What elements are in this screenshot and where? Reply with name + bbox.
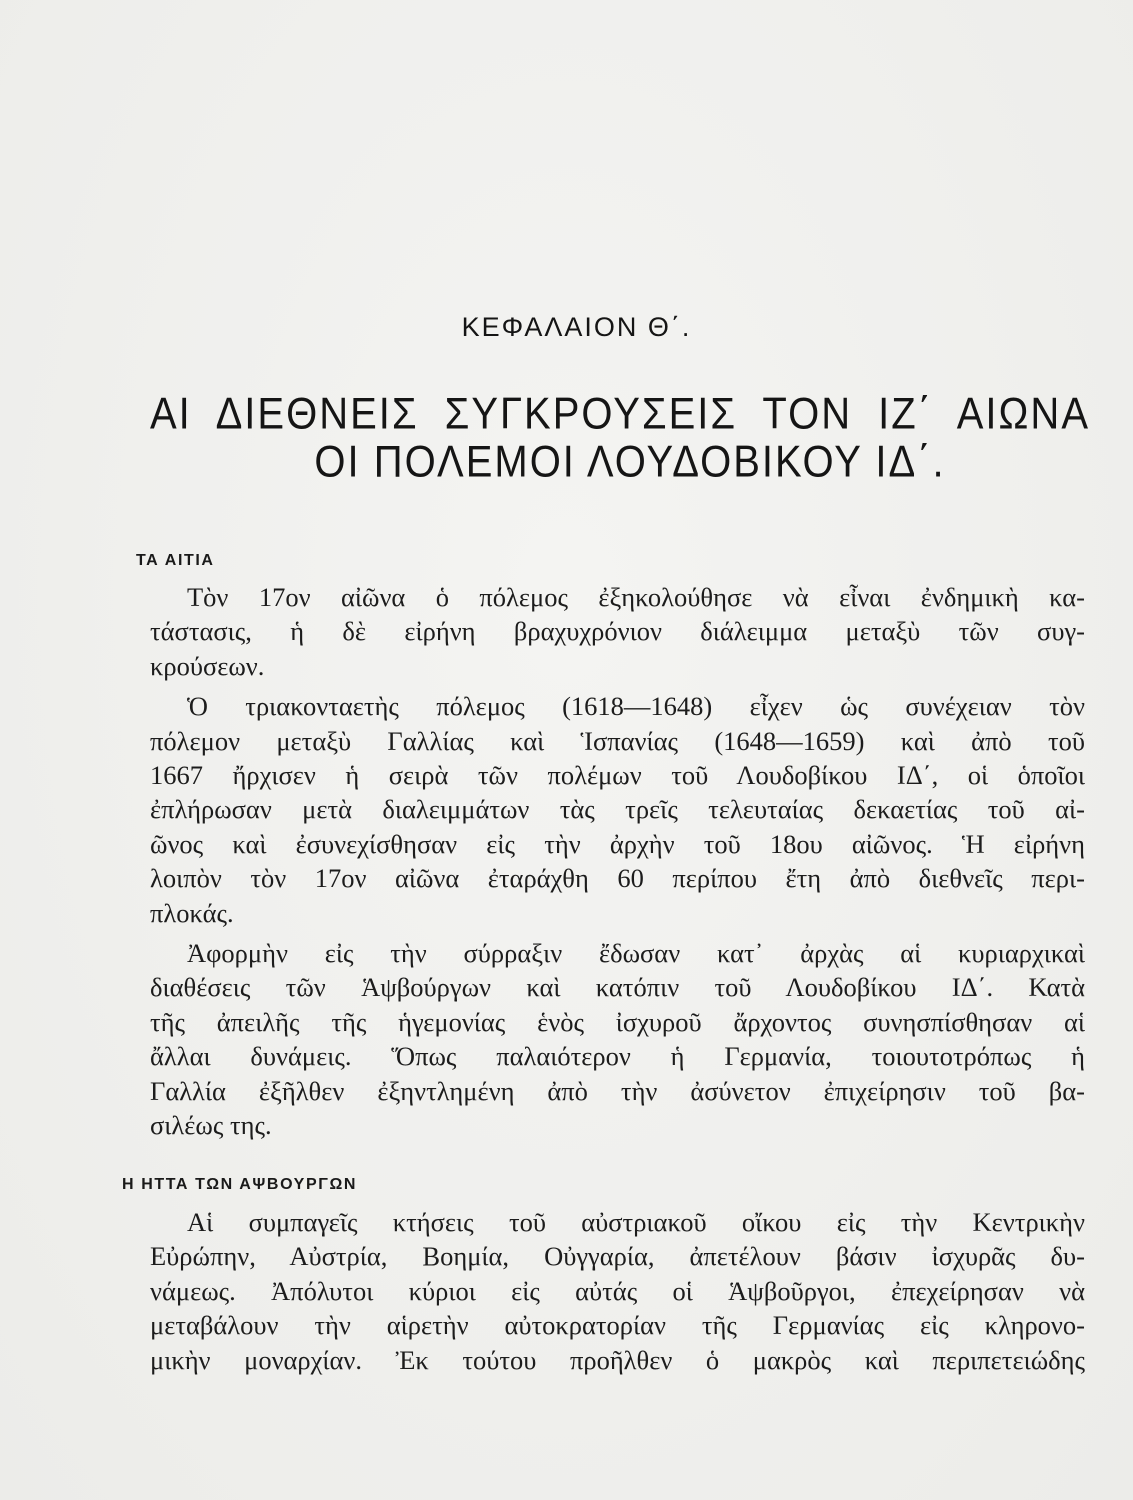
chapter-title-line-1: ΑΙ ΔΙΕΘΝΕΙΣ ΣΥΓΚΡΟΥΣΕΙΣ ΤΟΝ ΙΖ΄ ΑΙΩΝΑ [150,389,1090,439]
text-line: Τὸν 17ον αἰῶνα ὁ πόλεμος ἐξηκολούθησε νὰ εἶναι ἐνδημικὴ κα- [187,582,1085,612]
paragraph [150,689,1085,930]
text-line: σιλέως της. [150,1110,272,1141]
paragraph [150,1205,1085,1377]
chapter-title-line-2: ΟΙ ΠΟΛΕΜΟΙ ΛΟΥΔΟΒΙΚΟΥ ΙΔ΄. [314,437,946,487]
text-line: Ὁ τριακονταετὴς πόλεμος (1618—1648) εἶχεν ὡς συνέχειαν τὸν [187,691,1085,722]
text-line: Γαλλία ἐξῆλθεν ἐξηντλημένη ἀπὸ τὴν ἀσύνετον ἐπιχείρησιν τοῦ βα- [150,1075,1085,1106]
text-line: ἄλλαι δυνάμεις. Ὅπως παλαιότερον ἡ Γερμανία, τοιουτοτρόπως ἡ [150,1041,1085,1072]
paragraph [150,936,1085,1142]
chapter-label: ΚΕΦΑΛΑΙΟΝ Θ΄. [461,312,692,342]
text-line: ῶνος καὶ ἐσυνεχίσθησαν εἰς τὴν ἀρχὴν τοῦ 18ου αἰῶνος. Ἡ εἰρήνη [150,828,1085,859]
text-line: τῆς ἀπειλῆς τῆς ἡγεμονίας ἑνὸς ἰσχυροῦ ἄρχοντος συνησπίσθησαν αἱ [150,1006,1085,1037]
text-line: κρούσεων. [150,650,265,681]
text-line: τάστασις, ἡ δὲ εἰρήνη βραχυχρόνιον διάλειμμα μεταξὺ τῶν συγ- [150,616,1085,647]
text-line: Ἀφορμὴν εἰς τὴν σύρραξιν ἔδωσαν κατ᾽ ἀρχὰς αἱ κυριαρχικαὶ [187,938,1085,969]
paragraph [150,580,1085,683]
text-line: πλοκάς. [150,897,234,928]
text-line: ἐπλήρωσαν μετὰ διαλειμμάτων τὰς τρεῖς τελευταίας δεκαετίας τοῦ αἰ- [150,794,1085,825]
text-line: λοιπὸν τὸν 17ον αἰῶνα ἐταράχθη 60 περίπου ἔτη ἀπὸ διεθνεῖς περι- [150,863,1085,894]
text-line: Εὐρώπην, Αὐστρία, Βοημία, Οὐγγαρία, ἀπετέλουν βάσιν ἰσχυρᾶς δυ- [150,1241,1085,1272]
section-habsburg-body [150,1205,1085,1383]
section-heading-causes: ΤΑ ΑΙΤΙΑ [136,552,215,569]
section-causes-body [150,580,1085,1149]
text-line: Αἱ συμπαγεῖς κτήσεις τοῦ αὐστριακοῦ οἴκου εἰς τὴν Κεντρικὴν [187,1207,1085,1237]
text-line: πόλεμον μεταξὺ Γαλλίας καὶ Ἱσπανίας (1648—1659) καὶ ἀπὸ τοῦ [150,725,1085,756]
text-line: διαθέσεις τῶν Ἁψβούργων καὶ κατόπιν τοῦ Λουδοβίκου ΙΔ΄. Κατὰ [150,972,1085,1003]
text-line: μικὴν μοναρχίαν. Ἐκ τούτου προῆλθεν ὁ μακρὸς καὶ περιπετειώδης [150,1344,1085,1375]
text-line: 1667 ἤρχισεν ἡ σειρὰ τῶν πολέμων τοῦ Λουδοβίκου ΙΔ΄, οἱ ὁποῖοι [150,760,1085,791]
text-line: νάμεως. Ἀπόλυτοι κύριοι εἰς αὐτάς οἱ Ἁψβοῦργοι, ἐπεχείρησαν νὰ [150,1275,1085,1306]
section-heading-habsburg-defeat: Η ΗΤΤΑ ΤΩΝ ΑΨΒΟΥΡΓΩΝ [122,1176,358,1193]
text-line: μεταβάλουν τὴν αἱρετὴν αὐτοκρατορίαν τῆς Γερμανίας εἰς κληρονο- [150,1310,1085,1341]
